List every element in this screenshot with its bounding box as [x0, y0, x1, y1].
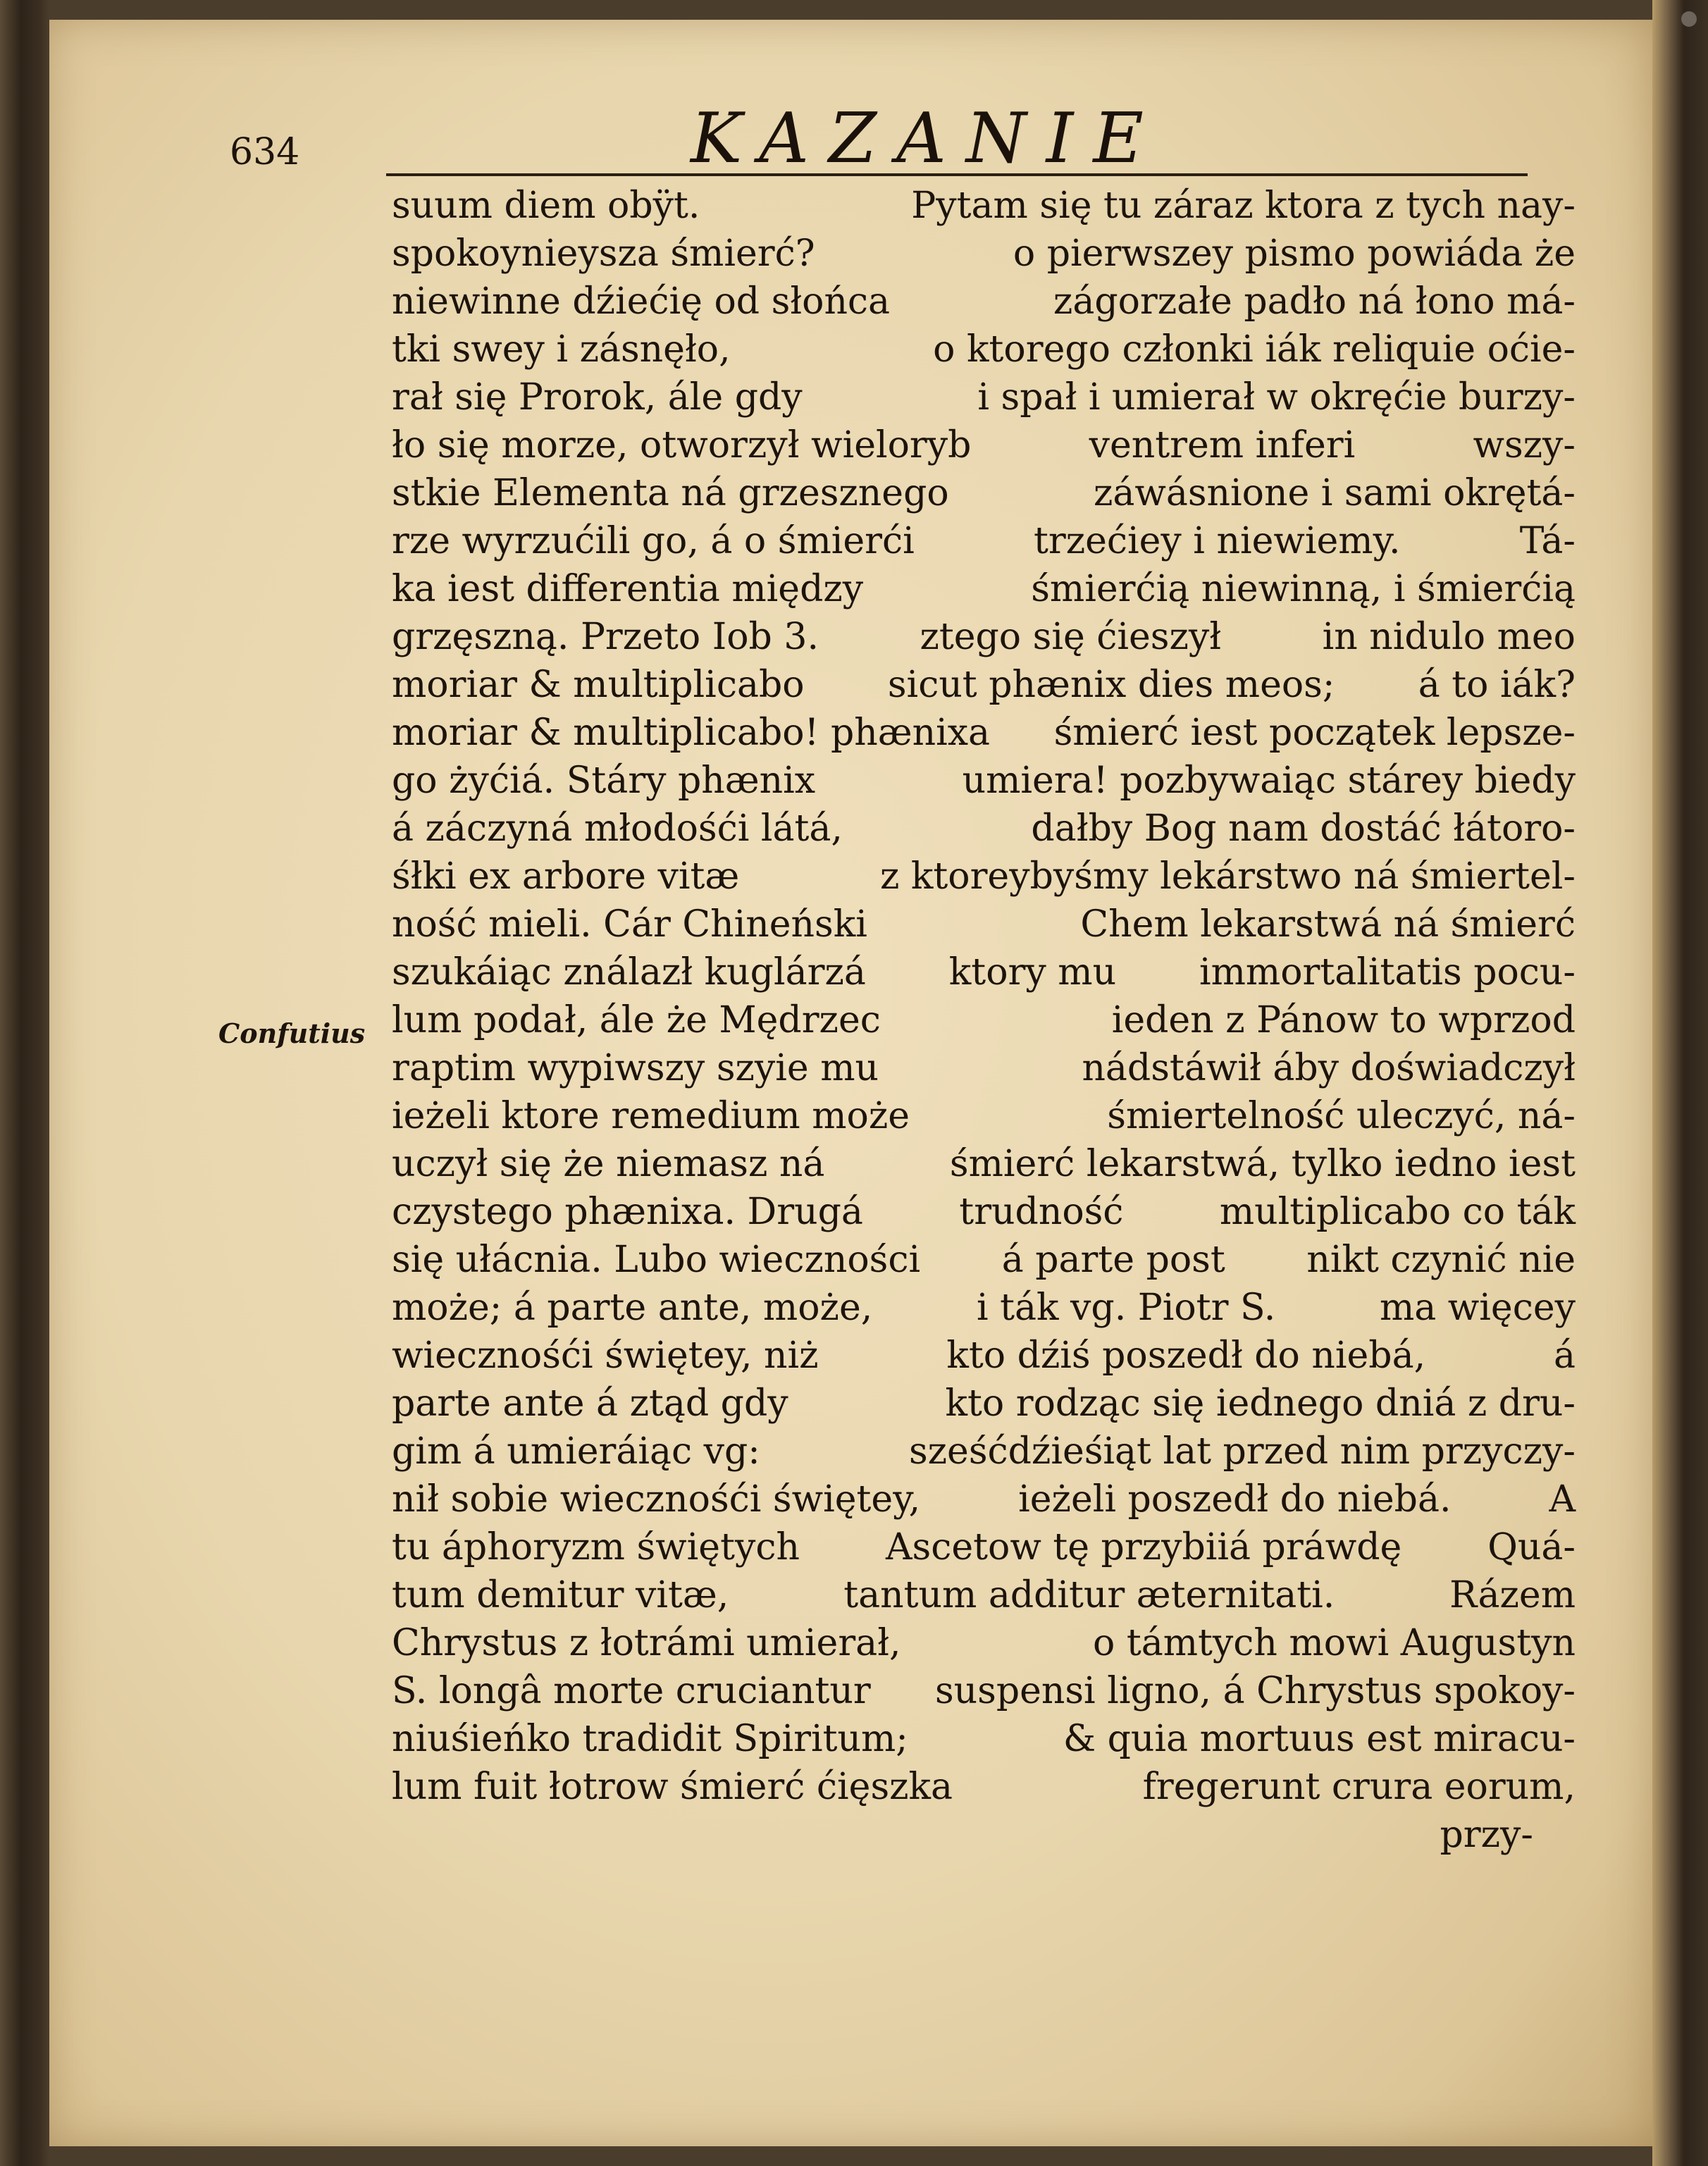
text-segment: tum demitur vitæ, [392, 1574, 729, 1616]
text-segment: parte ante á ztąd gdy [392, 1382, 788, 1425]
body-text [392, 182, 1576, 1859]
text-line [392, 613, 1576, 661]
text-segment: in nidulo meo [1322, 616, 1576, 658]
text-segment: lum fuit łotrow śmierć ćięszka [392, 1766, 953, 1808]
text-segment: S. longâ morte cruciantur [392, 1670, 871, 1712]
catchword-line [392, 1811, 1576, 1859]
text-line [392, 661, 1576, 709]
text-line [392, 1236, 1576, 1284]
text-segment: trudność [959, 1191, 1124, 1233]
page-number: 634 [230, 131, 300, 173]
text-segment: śmierćią niewinną, i śmierćią [1031, 568, 1576, 610]
text-line [392, 1044, 1576, 1092]
text-segment: gim á umieráiąc vg: [392, 1430, 760, 1473]
text-segment: grzęszną. Przeto Iob 3. [392, 616, 819, 658]
text-line [392, 1428, 1576, 1475]
text-segment: rze wyrzućili go, á o śmierći [392, 520, 915, 562]
text-segment: nił sobie wiecznośći świętey, [392, 1478, 921, 1521]
text-segment: ieżeli poszedł do niebá. [1018, 1478, 1452, 1521]
text-line [392, 517, 1576, 565]
text-line [392, 901, 1576, 948]
text-line [392, 1715, 1576, 1763]
text-segment: lum podał, ále że Mędrzec [392, 999, 881, 1041]
text-line [392, 421, 1576, 469]
text-segment: niewinne dźiećię od słońca [392, 280, 891, 323]
text-line [392, 182, 1576, 230]
text-segment: multiplicabo co ták [1219, 1191, 1576, 1233]
text-segment: tki swey i zásnęło, [392, 328, 731, 371]
text-segment: immortalitatis pocu- [1199, 951, 1576, 994]
running-head: KAZANIE [691, 99, 1163, 179]
text-segment: Chem lekarstwá ná śmierć [1080, 903, 1576, 946]
text-segment: ma więcey [1379, 1287, 1576, 1329]
text-segment: sicut phænix dies meos; [887, 664, 1335, 706]
text-segment: ło się morze, otworzył wieloryb [392, 424, 972, 466]
page-gutter [1652, 0, 1708, 2166]
text-line [392, 1571, 1576, 1619]
header-rule [386, 173, 1528, 176]
text-segment: uczył się że niemasz ná [392, 1143, 825, 1185]
text-segment: rał się Prorok, ále gdy [392, 376, 803, 419]
text-line [392, 469, 1576, 517]
scanner-pin [1681, 11, 1697, 27]
text-segment: śmiertelność uleczyć, ná- [1107, 1095, 1576, 1137]
text-segment: szukáiąc ználazł kuglárzá [392, 951, 866, 994]
text-line [392, 757, 1576, 805]
text-segment: fregerunt crura eorum, [1142, 1766, 1576, 1808]
margin-note: Confutius [218, 1017, 366, 1049]
text-segment: dałby Bog nam dostáć łátoro- [1031, 807, 1576, 850]
text-segment: trzećiey i niewiemy. [1033, 520, 1401, 562]
text-segment: A [1549, 1478, 1576, 1521]
text-segment: czystego phænixa. Drugá [392, 1191, 863, 1233]
text-segment: moriar & multiplicabo! phænixa [392, 712, 991, 754]
page-header [0, 99, 1708, 179]
text-segment: wiecznośći świętey, niż [392, 1335, 819, 1377]
text-segment: nádstáwił áby doświadczył [1082, 1047, 1576, 1089]
text-segment: Ascetow tę przybiiá práwdę [885, 1526, 1402, 1568]
text-segment: nikt czynić nie [1306, 1239, 1576, 1281]
text-segment: sześćdźieśiąt lat przed nim przyczy- [908, 1430, 1576, 1473]
text-segment: kto dźiś poszedł do niebá, [946, 1335, 1426, 1377]
text-segment: ktory mu [948, 951, 1117, 994]
text-segment: suum diem obÿt. [392, 185, 700, 227]
text-line [392, 1188, 1576, 1236]
text-segment: á parte post [1001, 1239, 1225, 1281]
catchword: przy- [1440, 1814, 1533, 1856]
text-line [392, 805, 1576, 853]
text-segment: á to iák? [1418, 664, 1576, 706]
text-segment: zágorzałe padło ná łono má- [1053, 280, 1576, 323]
text-segment: śmierć lekarstwá, tylko iedno iest [949, 1143, 1576, 1185]
text-segment: z ktoreybyśmy lekárstwo ná śmiertel- [879, 855, 1576, 898]
text-segment: i ták vg. Piotr S. [976, 1287, 1276, 1329]
text-segment: kto rodząc się iednego dniá z dru- [945, 1382, 1576, 1425]
text-segment: ieżeli ktore remedium może [392, 1095, 910, 1137]
text-line [392, 1619, 1576, 1667]
text-segment: suspensi ligno, á Chrystus spokoy- [934, 1670, 1576, 1712]
text-segment: o támtych mowi Augustyn [1092, 1622, 1576, 1664]
text-segment: á [1553, 1335, 1576, 1377]
text-segment: Tá- [1519, 520, 1576, 562]
text-segment: tu áphoryzm świętych [392, 1526, 800, 1568]
text-segment: tantum additur æternitati. [843, 1574, 1335, 1616]
text-segment: záwásnione i sami okrętá- [1093, 472, 1576, 514]
text-segment: raptim wypiwszy szyie mu [392, 1047, 879, 1089]
text-line [392, 1380, 1576, 1428]
text-segment: ieden z Pánow to wprzod [1111, 999, 1576, 1041]
text-segment: wszy- [1473, 424, 1576, 466]
text-line [392, 1763, 1576, 1811]
text-segment: umiera! pozbywaiąc stárey biedy [962, 760, 1576, 802]
text-line [392, 1140, 1576, 1188]
text-line [392, 278, 1576, 326]
text-segment: ność mieli. Cár Chineński [392, 903, 867, 946]
text-line [392, 996, 1576, 1044]
text-segment: ka iest differentia między [392, 568, 864, 610]
text-line [392, 948, 1576, 996]
text-line [392, 326, 1576, 373]
text-segment: go żyćiá. Stáry phænix [392, 760, 816, 802]
text-segment: śłki ex arbore vitæ [392, 855, 740, 898]
text-line [392, 230, 1576, 278]
text-segment: Chrystus z łotrámi umierał, [392, 1622, 901, 1664]
text-segment: Pytam się tu záraz ktora z tych nay- [911, 185, 1576, 227]
text-segment: o pierwszey pismo powiáda że [1013, 233, 1576, 275]
text-segment: & quia mortuus est miracu- [1063, 1718, 1576, 1760]
text-segment: i spał i umierał w okręćie burzy- [977, 376, 1576, 419]
text-line [392, 565, 1576, 613]
text-line [392, 1332, 1576, 1380]
text-segment: może; á parte ante, może, [392, 1287, 873, 1329]
text-segment: o ktorego członki iák reliquie oćie- [933, 328, 1576, 371]
text-line [392, 1092, 1576, 1140]
text-segment: ventrem inferi [1089, 424, 1356, 466]
text-line [392, 709, 1576, 757]
text-line [392, 373, 1576, 421]
text-line [392, 1475, 1576, 1523]
text-segment: Rázem [1449, 1574, 1576, 1616]
text-segment: moriar & multiplicabo [392, 664, 805, 706]
text-segment: stkie Elementa ná grzesznego [392, 472, 949, 514]
text-line [392, 853, 1576, 901]
text-line [392, 1667, 1576, 1715]
text-segment: spokoynieysza śmierć? [392, 233, 815, 275]
text-line [392, 1284, 1576, 1332]
text-segment: Quá- [1487, 1526, 1576, 1568]
text-segment: ztego się ćieszył [920, 616, 1222, 658]
text-segment: niuśieńko tradidit Spiritum; [392, 1718, 908, 1760]
text-segment: śmierć iest początek lepsze- [1053, 712, 1576, 754]
text-segment: á záczyná młodośći látá, [392, 807, 843, 850]
text-segment: się ułácnia. Lubo wieczności [392, 1239, 921, 1281]
text-line [392, 1523, 1576, 1571]
